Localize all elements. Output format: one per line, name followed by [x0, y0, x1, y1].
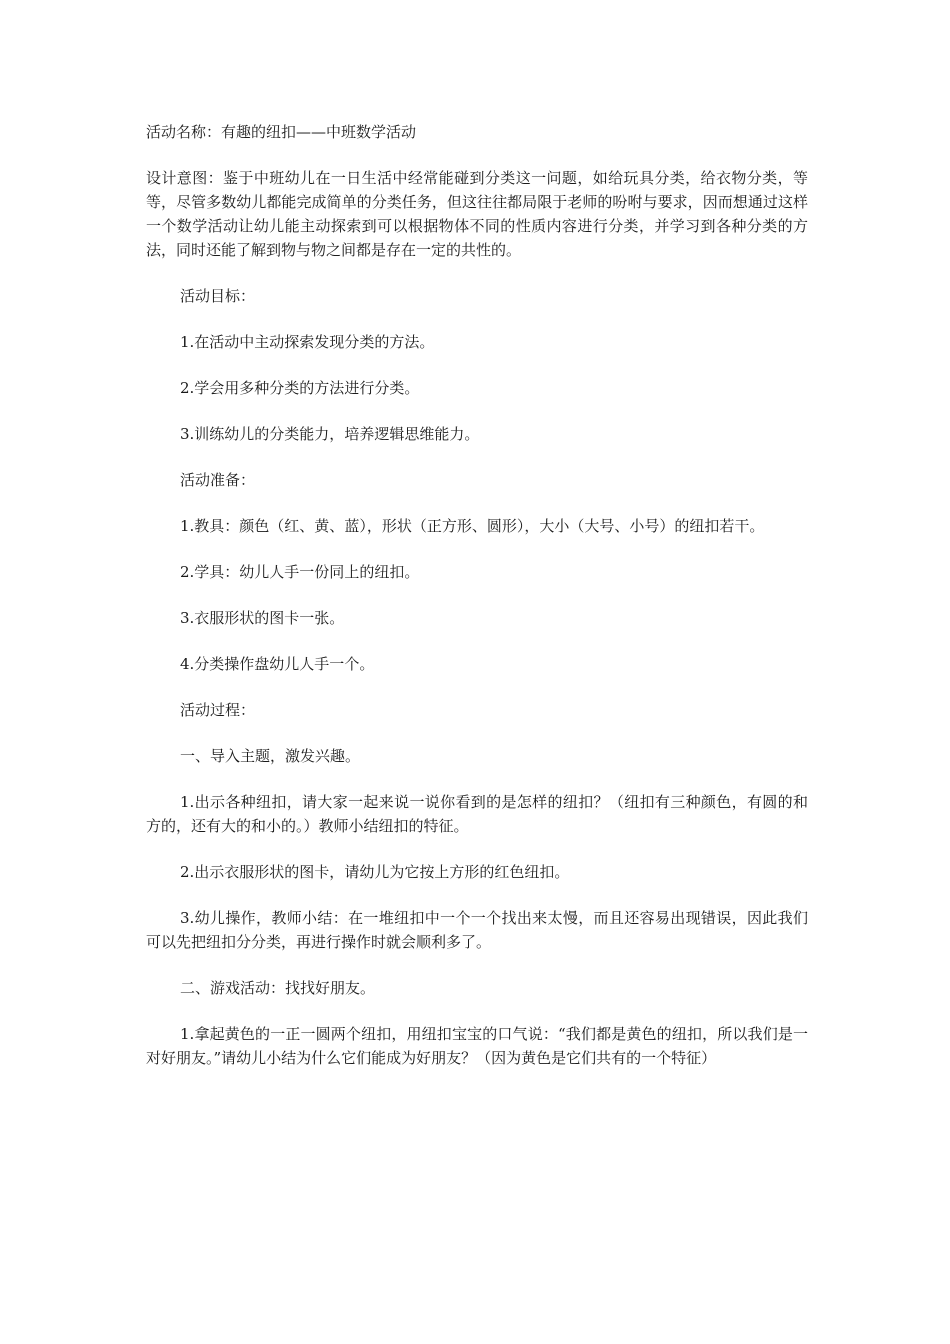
goal-item: 2.学会用多种分类的方法进行分类。 — [180, 379, 420, 397]
part1-heading: 一、导入主题，激发兴趣。 — [180, 747, 361, 765]
prep-item: 1.教具：颜色（红、黄、蓝），形状（正方形、圆形），大小（大号、小号）的纽扣若干。 — [180, 517, 765, 535]
part1-item: 1.出示各种纽扣，请大家一起来说一说你看到的是怎样的纽扣？（纽扣有三种颜色，有圆的和方的，还有大的和小的。）教师小结纽扣的特征。 — [146, 793, 808, 835]
part1-item: 2.出示衣服形状的图卡，请幼儿为它按上方形的红色纽扣。 — [180, 863, 570, 881]
part1-item: 3.幼儿操作，教师小结：在一堆纽扣中一个一个找出来太慢，而且还容易出现错误，因此我们可以先把纽扣分分类，再进行操作时就会顺利多了。 — [146, 909, 808, 951]
activity-title: 活动名称：有趣的纽扣——中班数学活动 — [146, 123, 417, 141]
part2-item: 1.拿起黄色的一正一圆两个纽扣，用纽扣宝宝的口气说：“我们都是黄色的纽扣，所以我们是一对好朋友。”请幼儿小结为什么它们能成为好朋友？（因为黄色是它们共有的一个特征） — [146, 1025, 808, 1067]
goals-heading: 活动目标： — [180, 287, 256, 305]
prep-item: 4.分类操作盘幼儿人手一个。 — [180, 655, 375, 673]
process-heading: 活动过程： — [180, 701, 256, 719]
prep-item: 3.衣服形状的图卡一张。 — [180, 609, 345, 627]
design-intent: 设计意图：鉴于中班幼儿在一日生活中经常能碰到分类这一问题，如给玩具分类，给衣物分类，等等，尽管多数幼儿都能完成简单的分类任务，但这往往都局限于老师的吩咐与要求，因而想通过这样一个数学活动让幼儿能主动探索到可以根据物体不同的性质内容进行分类，并学习到各种分类的方法，同时还能了解到物与物之间都是存在一定的共性的。 — [146, 169, 808, 259]
document-body — [146, 120, 808, 1092]
prep-item: 2.学具：幼儿人手一份同上的纽扣。 — [180, 563, 420, 581]
part2-heading: 二、游戏活动：找找好朋友。 — [180, 979, 376, 997]
goal-item: 1.在活动中主动探索发现分类的方法。 — [180, 333, 435, 351]
prep-heading: 活动准备： — [180, 471, 256, 489]
goal-item: 3.训练幼儿的分类能力，培养逻辑思维能力。 — [180, 425, 480, 443]
